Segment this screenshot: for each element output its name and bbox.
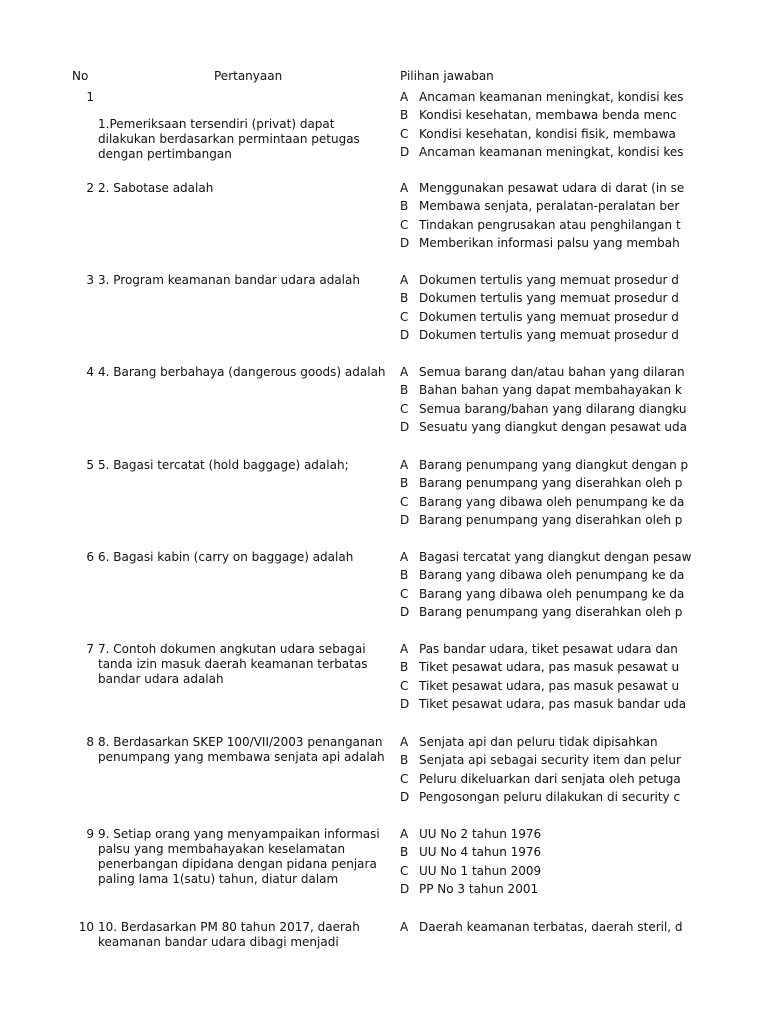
option-text: Ancaman keamanan meningkat, kondisi kes (419, 90, 684, 104)
option-letter: B (400, 291, 409, 306)
answer-options (398, 642, 687, 716)
question-number: 7 (86, 642, 94, 656)
option-text: Semua barang dan/atau bahan yang dilaran (419, 365, 685, 379)
question-number: 4 (86, 365, 94, 379)
answer-option-b[interactable] (398, 660, 680, 678)
answer-option-a[interactable] (398, 90, 684, 108)
option-text: Daerah keamanan terbatas, daerah steril, d (419, 920, 683, 934)
answer-options (398, 735, 681, 809)
question-text: 3. Program keamanan bandar udara adalah (98, 273, 360, 287)
question-text: 6. Bagasi kabin (carry on baggage) adalah (98, 550, 354, 564)
option-letter: A (400, 550, 409, 564)
answer-options (398, 827, 660, 901)
answer-option-d[interactable] (398, 328, 679, 346)
option-text: Semua barang/bahan yang dilarang diangku (419, 401, 687, 416)
question-number: 9 (86, 827, 94, 841)
answer-option-d[interactable] (398, 420, 687, 438)
option-letter: B (400, 660, 409, 675)
answer-options (398, 458, 689, 532)
answer-option-a[interactable] (398, 273, 679, 291)
answer-option-b[interactable] (398, 383, 682, 401)
option-text: Barang yang dibawa oleh penumpang ke da (419, 586, 685, 601)
answer-option-c[interactable] (398, 494, 685, 513)
option-letter: B (400, 383, 409, 398)
answer-option-a[interactable] (398, 365, 685, 383)
answer-option-d[interactable] (398, 882, 660, 900)
answer-options (398, 90, 684, 164)
answer-option-b[interactable] (398, 476, 683, 494)
option-letter: D (400, 697, 410, 712)
answer-options (398, 920, 683, 938)
option-text: Bahan bahan yang dapat membahayakan k (419, 383, 682, 398)
option-letter: D (400, 145, 410, 160)
answer-option-c[interactable] (398, 678, 680, 697)
question-text: 10. Berdasarkan PM 80 tahun 2017, daerah keamanan bandar udara dibagi menjadi (98, 920, 360, 949)
option-text: Ancaman keamanan meningkat, kondisi kes (419, 145, 684, 160)
option-text: Dokumen tertulis yang memuat prosedur d (419, 309, 679, 324)
option-text: Tiket pesawat udara, pas masuk pesawat u (419, 678, 680, 693)
option-text: Tiket pesawat udara, pas masuk bandar uda (419, 697, 687, 712)
option-letter: C (400, 678, 409, 693)
option-text: Kondisi kesehatan, membawa benda menc (419, 108, 677, 123)
option-text: Pengosongan peluru dilakukan di security c (419, 790, 681, 805)
option-text: Senjata api dan peluru tidak dipisahkan (419, 735, 658, 749)
option-text: PP No 3 tahun 2001 (419, 882, 539, 897)
answer-option-a[interactable] (398, 550, 692, 568)
answer-options (398, 273, 679, 347)
option-text: Barang yang dibawa oleh penumpang ke da (419, 568, 685, 583)
option-letter: C (400, 217, 409, 232)
option-letter: A (400, 365, 409, 379)
option-letter: A (400, 642, 409, 656)
answer-option-b[interactable] (398, 108, 677, 126)
answer-option-a[interactable] (398, 642, 678, 660)
option-letter: A (400, 920, 409, 934)
answer-option-d[interactable] (398, 697, 687, 715)
question-number: 6 (86, 550, 94, 564)
option-text: Barang penumpang yang diserahkan oleh p (419, 476, 683, 491)
option-text: UU No 4 tahun 1976 (419, 845, 542, 860)
answer-options (398, 181, 685, 255)
answer-option-c[interactable] (398, 309, 679, 328)
option-text: Dokumen tertulis yang memuat prosedur d (419, 291, 679, 306)
answer-option-d[interactable] (398, 236, 680, 254)
option-text: Barang penumpang yang diserahkan oleh p (419, 605, 683, 620)
answer-option-a[interactable] (398, 827, 660, 845)
option-letter: C (400, 309, 409, 324)
answer-option-d[interactable] (398, 145, 684, 163)
option-letter: B (400, 753, 409, 768)
option-letter: D (400, 605, 410, 620)
answer-option-a[interactable] (398, 735, 660, 753)
option-text: Senjata api sebagai security item dan pelur (419, 753, 681, 768)
option-letter: C (400, 771, 409, 786)
option-letter: B (400, 108, 409, 123)
question-number: 2 (86, 181, 94, 195)
answer-option-c[interactable] (398, 586, 685, 605)
option-text: Barang penumpang yang diserahkan oleh p (419, 513, 683, 528)
answer-option-a[interactable] (398, 458, 689, 476)
option-letter: B (400, 199, 409, 214)
question-text: 8. Berdasarkan SKEP 100/VII/2003 penanganan penumpang yang membawa senjata api adalah (98, 735, 385, 764)
header-answers: Pilihan jawaban (400, 69, 494, 83)
option-letter: A (400, 735, 409, 749)
question-number: 3 (86, 273, 94, 287)
option-text: Membawa senjata, peralatan-peralatan ber (419, 199, 680, 214)
option-letter: D (400, 236, 410, 251)
option-letter: D (400, 328, 410, 343)
answer-option-c[interactable] (398, 401, 687, 420)
option-letter: B (400, 568, 409, 583)
answer-option-b[interactable] (398, 291, 679, 309)
option-letter: C (400, 401, 409, 416)
answer-option-c[interactable] (398, 126, 676, 145)
option-letter: D (400, 882, 410, 897)
option-text: UU No 2 tahun 1976 (419, 827, 542, 841)
option-letter: D (400, 790, 410, 805)
answer-option-c[interactable] (398, 217, 681, 236)
option-text: Sesuatu yang diangkut dengan pesawat uda (419, 420, 687, 435)
question-text: 7. Contoh dokumen angkutan udara sebagai tanda izin masuk daerah keamanan terbatas bandar udara adalah (98, 642, 368, 686)
option-letter: B (400, 476, 409, 491)
question-number: 10 (78, 920, 94, 934)
option-letter: B (400, 845, 409, 860)
option-letter: C (400, 126, 409, 141)
option-letter: A (400, 827, 409, 841)
option-text: Barang yang dibawa oleh penumpang ke da (419, 494, 685, 509)
question-number: 5 (86, 458, 94, 472)
answer-option-c[interactable] (398, 864, 660, 882)
answer-options (398, 550, 692, 624)
question-text: 9. Setiap orang yang menyampaikan informasi palsu yang membahayakan keselamatan penerbangan dipidana dengan pidana penjara paling lama 1(satu) tahun, diatur dalam (98, 827, 380, 886)
option-letter: D (400, 420, 410, 435)
option-letter: C (400, 494, 409, 509)
answer-option-b[interactable] (398, 199, 680, 217)
question-number: 8 (86, 735, 94, 749)
answer-option-d[interactable] (398, 513, 683, 531)
question-text: 1.Pemeriksaan tersendiri (privat) dapat dilakukan berdasarkan permintaan petugas dengan pertimbangan (98, 117, 360, 161)
option-text: Bagasi tercatat yang diangkut dengan pesaw (419, 550, 692, 564)
question-text: 2. Sabotase adalah (98, 181, 214, 195)
answer-option-a[interactable] (398, 181, 685, 199)
answer-option-a[interactable] (398, 920, 683, 938)
option-text: Pas bandar udara, tiket pesawat udara dan (419, 642, 678, 656)
answer-option-c[interactable] (398, 771, 681, 790)
option-letter: A (400, 90, 409, 104)
answer-option-d[interactable] (398, 790, 681, 808)
question-text: 4. Barang berbahaya (dangerous goods) adalah (98, 365, 386, 379)
option-letter: A (400, 181, 409, 195)
option-text: Peluru dikeluarkan dari senjata oleh petuga (419, 771, 681, 786)
option-letter: C (400, 586, 409, 601)
answer-options (398, 365, 687, 439)
option-text: Tiket pesawat udara, pas masuk pesawat u (419, 660, 680, 675)
option-letter: A (400, 273, 409, 287)
option-text: Barang penumpang yang diangkut dengan p (419, 458, 689, 472)
answer-option-d[interactable] (398, 605, 683, 623)
question-text: 5. Bagasi tercatat (hold baggage) adalah; (98, 458, 349, 472)
option-letter: D (400, 513, 410, 528)
option-text: Tindakan pengrusakan atau penghilangan t (419, 217, 681, 232)
option-text: Dokumen tertulis yang memuat prosedur d (419, 273, 679, 287)
option-letter: C (400, 863, 409, 878)
question-number: 1 (86, 90, 94, 104)
answer-option-b[interactable] (398, 845, 660, 863)
answer-option-b[interactable] (398, 568, 685, 586)
option-text: Dokumen tertulis yang memuat prosedur d (419, 328, 679, 343)
option-text: UU No 1 tahun 2009 (419, 863, 542, 878)
header-question: Pertanyaan (214, 69, 283, 83)
option-text: Kondisi kesehatan, kondisi fisik, membawa (419, 126, 676, 141)
option-letter: A (400, 458, 409, 472)
answer-option-b[interactable] (398, 753, 681, 771)
option-text: Menggunakan pesawat udara di darat (in se (419, 181, 685, 195)
option-text: Memberikan informasi palsu yang membah (419, 236, 680, 251)
header-no: No (72, 69, 89, 83)
